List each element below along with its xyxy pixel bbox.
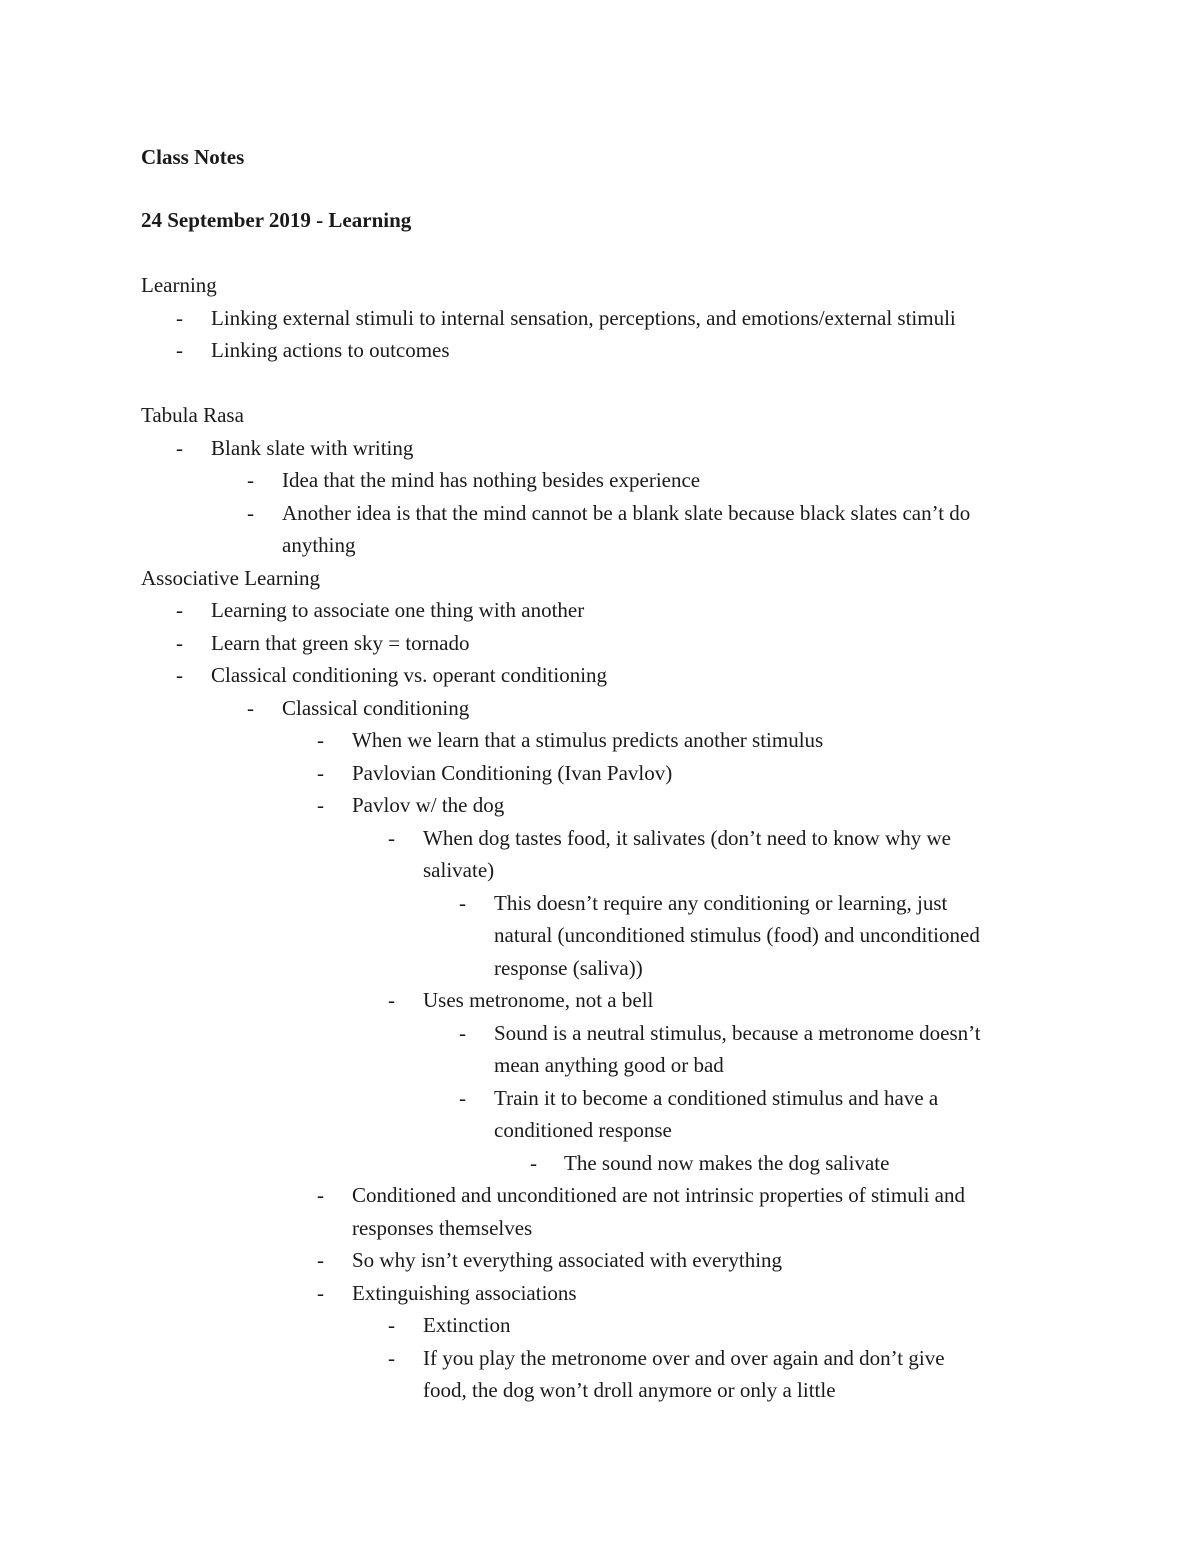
- list-item-continuation: [0, 952, 1200, 985]
- list-item-text: If you play the metronome over and over again and don’t give: [423, 1345, 945, 1370]
- list-item-text: salivate): [423, 858, 495, 882]
- bullet-dash: -: [176, 305, 183, 330]
- list-item-continuation: [0, 919, 1200, 952]
- bullet-dash: -: [530, 1150, 537, 1175]
- list-item-text: Classical conditioning: [282, 695, 470, 720]
- list-item-text: When dog tastes food, it salivates (don’t need to know why we: [423, 825, 952, 850]
- list-item-text: Blank slate with writing: [211, 435, 414, 460]
- section-heading-text: Learning: [141, 273, 217, 297]
- list-item: [0, 984, 1200, 1017]
- list-item: [0, 334, 1200, 367]
- bullet-dash: -: [388, 1313, 395, 1337]
- bullet-dash: -: [459, 890, 466, 915]
- list-item: [0, 887, 1200, 920]
- date-heading: 24 September 2019 - Learning: [141, 208, 412, 232]
- list-item: [0, 432, 1200, 465]
- bullet-dash: -: [247, 695, 254, 720]
- list-item-text: food, the dog won’t droll anymore or only a little: [423, 1378, 836, 1402]
- list-item: [0, 692, 1200, 725]
- bullet-dash: -: [459, 1020, 466, 1045]
- list-item-text: conditioned response: [494, 1118, 672, 1142]
- list-item-continuation: [0, 854, 1200, 887]
- bullet-dash: -: [317, 1248, 324, 1272]
- list-item-text: Linking actions to outcomes: [211, 338, 450, 362]
- list-item: [0, 1017, 1200, 1050]
- list-item-text: Idea that the mind has nothing besides experience: [282, 468, 701, 492]
- section-heading-text: Associative Learning: [141, 565, 321, 590]
- bullet-dash: -: [317, 793, 324, 817]
- list-item-text: anything: [282, 533, 356, 557]
- bullet-dash: -: [388, 1345, 395, 1370]
- list-item-text: The sound now makes the dog salivate: [564, 1150, 890, 1175]
- list-item-text: So why isn’t everything associated with everything: [352, 1248, 783, 1272]
- list-item: [0, 822, 1200, 855]
- notes-body: [0, 269, 1200, 1407]
- list-item: [0, 1147, 1200, 1180]
- list-item-text: responses themselves: [352, 1215, 533, 1240]
- bullet-dash: -: [247, 468, 254, 492]
- list-item: [0, 464, 1200, 497]
- list-item: [0, 1244, 1200, 1277]
- list-item-text: Sound is a neutral stimulus, because a metronome doesn’t: [494, 1020, 981, 1045]
- section-heading: [0, 562, 1200, 595]
- list-item: [0, 1082, 1200, 1115]
- bullet-dash: -: [317, 1280, 324, 1305]
- bullet-dash: -: [459, 1085, 466, 1110]
- bullet-dash: -: [247, 500, 254, 525]
- list-item: [0, 659, 1200, 692]
- list-item-text: Pavlov w/ the dog: [352, 793, 505, 817]
- list-item-text: Conditioned and unconditioned are not intrinsic properties of stimuli and: [352, 1183, 965, 1207]
- section-heading: [0, 399, 1200, 432]
- section-heading-text: Tabula Rasa: [141, 403, 244, 427]
- list-item-text: natural (unconditioned stimulus (food) and unconditioned: [494, 923, 980, 947]
- list-item-text: mean anything good or bad: [494, 1053, 724, 1077]
- list-item-text: Extinguishing associations: [352, 1280, 577, 1305]
- bullet-dash: -: [176, 338, 183, 362]
- list-item-text: Learning to associate one thing with another: [211, 598, 585, 622]
- list-item-continuation: [0, 1049, 1200, 1082]
- bullet-dash: -: [176, 598, 183, 622]
- bullet-dash: -: [176, 663, 183, 687]
- list-item-text: response (saliva)): [494, 955, 643, 980]
- list-item: [0, 497, 1200, 530]
- list-item: [0, 789, 1200, 822]
- list-item: [0, 1309, 1200, 1342]
- list-item-continuation: [0, 1374, 1200, 1407]
- list-item-text: Linking external stimuli to internal sensation, perceptions, and emotions/external stimuli: [211, 305, 956, 330]
- list-item: [0, 724, 1200, 757]
- list-item-text: Extinction: [423, 1313, 511, 1337]
- list-item-text: This doesn’t require any conditioning or learning, just: [494, 890, 948, 915]
- list-item: [0, 1277, 1200, 1310]
- list-item: [0, 594, 1200, 627]
- bullet-dash: -: [317, 1183, 324, 1207]
- list-item-text: Pavlovian Conditioning (Ivan Pavlov): [352, 760, 673, 785]
- bullet-dash: -: [388, 988, 395, 1012]
- blank-line: [0, 367, 1200, 400]
- list-item: [0, 1342, 1200, 1375]
- bullet-dash: -: [317, 728, 324, 752]
- list-item: [0, 627, 1200, 660]
- bullet-dash: -: [388, 825, 395, 850]
- list-item-text: Train it to become a conditioned stimulus and have a: [494, 1085, 939, 1110]
- list-item-text: Another idea is that the mind cannot be a blank slate because black slates can’t do: [282, 500, 971, 525]
- page-title: Class Notes: [141, 145, 245, 169]
- list-item-continuation: [0, 529, 1200, 562]
- bullet-dash: -: [317, 760, 324, 785]
- list-item-text: Classical conditioning vs. operant conditioning: [211, 663, 608, 687]
- list-item-continuation: [0, 1212, 1200, 1245]
- section-heading: [0, 269, 1200, 302]
- list-item: [0, 1179, 1200, 1212]
- list-item: [0, 757, 1200, 790]
- bullet-dash: -: [176, 630, 183, 655]
- list-item-continuation: [0, 1114, 1200, 1147]
- list-item-text: When we learn that a stimulus predicts another stimulus: [352, 728, 824, 752]
- bullet-dash: -: [176, 435, 183, 460]
- list-item-text: Uses metronome, not a bell: [423, 988, 654, 1012]
- list-item: [0, 302, 1200, 335]
- list-item-text: Learn that green sky = tornado: [211, 630, 470, 655]
